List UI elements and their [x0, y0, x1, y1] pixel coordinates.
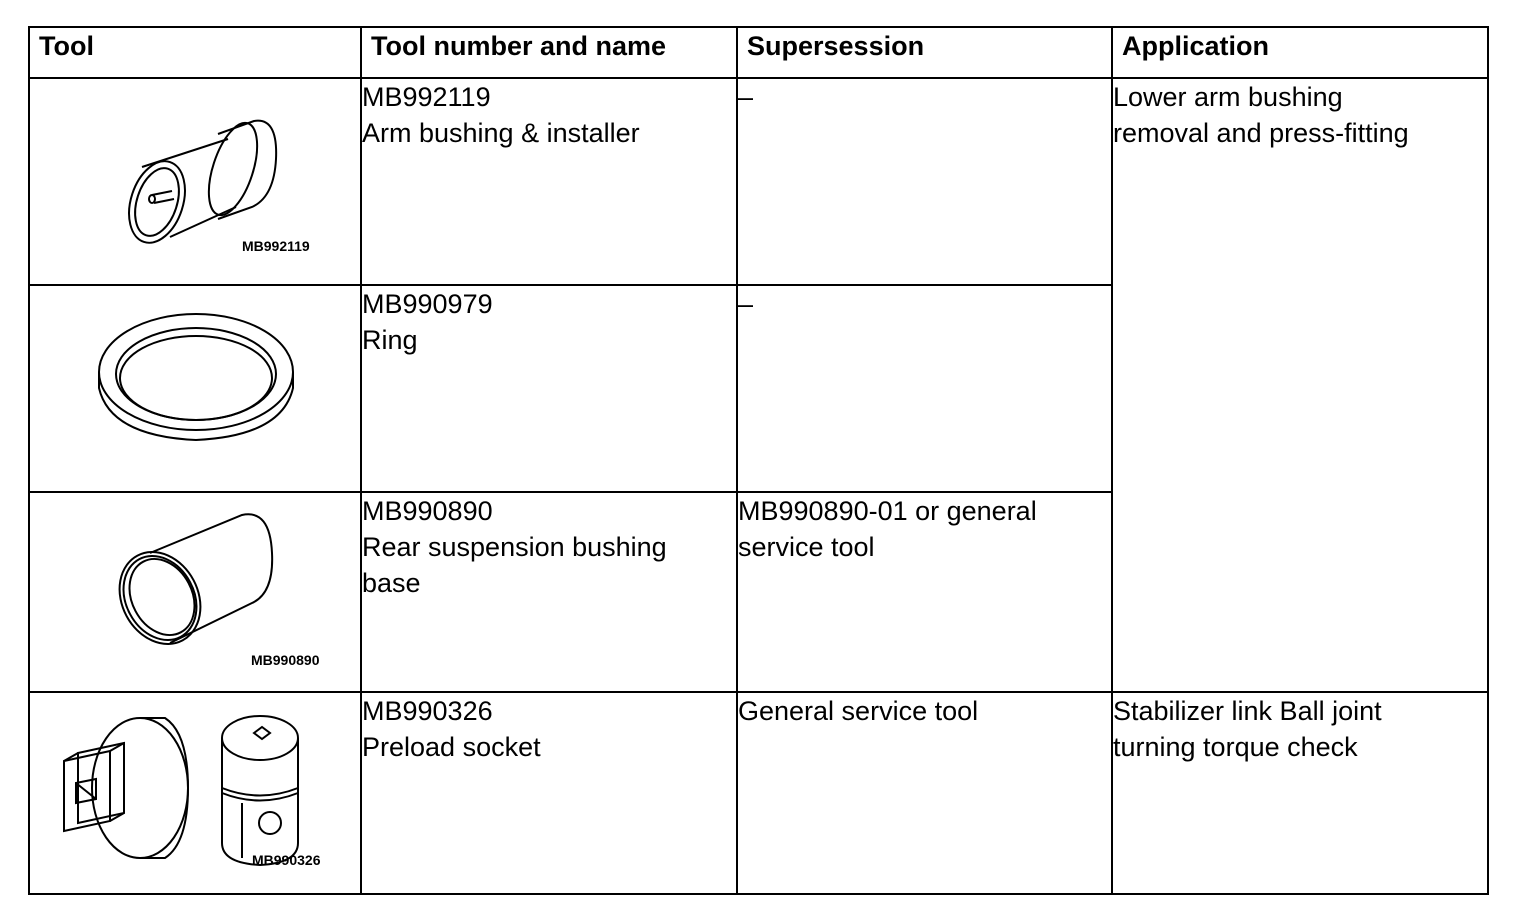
rear-suspension-bushing-base-illustration: [30, 493, 360, 691]
application-cell: [1112, 78, 1488, 692]
tool-number-and-name-cell: [361, 78, 737, 285]
table-row: [29, 78, 1488, 285]
preload-socket-illustration: [30, 693, 360, 893]
application-line: removal and press-fitting: [1113, 118, 1409, 148]
application-line: Lower arm bushing: [1113, 82, 1343, 112]
tool-number: MB990890: [362, 496, 493, 526]
supersession-cell: [737, 78, 1112, 285]
supersession-line: MB990890-01 or general: [738, 496, 1037, 526]
application-line: turning torque check: [1113, 732, 1358, 762]
tool-image-label: MB992119: [242, 238, 310, 254]
tool-number-and-name-cell: [361, 285, 737, 492]
tool-image-cell: [29, 78, 361, 285]
tool-name: Preload socket: [362, 732, 541, 762]
tool-name-line: base: [362, 568, 421, 598]
arm-bushing-installer-illustration: [30, 79, 360, 284]
table-row: [29, 692, 1488, 894]
supersession-value: General service tool: [738, 696, 979, 726]
tool-name-line: Rear suspension bushing: [362, 532, 667, 562]
tool-image-cell: [29, 492, 361, 692]
table-header-row: [29, 27, 1488, 78]
supersession-line: service tool: [738, 532, 875, 562]
tool-number: MB990326: [362, 696, 493, 726]
tool-image-cell: [29, 692, 361, 894]
special-tools-table: [28, 26, 1489, 895]
supersession-cell: [737, 692, 1112, 894]
application-cell: [1112, 692, 1488, 894]
supersession-value: –: [738, 82, 754, 112]
header-tool: Tool: [29, 27, 361, 78]
tool-name: Ring: [362, 325, 418, 355]
tool-image-cell: [29, 285, 361, 492]
application-line: Stabilizer link Ball joint: [1113, 696, 1382, 726]
tool-number: MB990979: [362, 289, 493, 319]
supersession-value: –: [738, 289, 754, 319]
tool-number-and-name-cell: [361, 492, 737, 692]
header-tool-number-and-name: Tool number and name: [361, 27, 737, 78]
tool-number: MB992119: [362, 82, 491, 112]
ring-illustration: [30, 286, 360, 491]
tool-number-and-name-cell: [361, 692, 737, 894]
header-application: Application: [1112, 27, 1488, 78]
header-supersession: Supersession: [737, 27, 1112, 78]
supersession-cell: [737, 492, 1112, 692]
tool-image-label: MB990326: [252, 852, 321, 868]
tool-image-label: MB990890: [251, 652, 320, 668]
tool-name: Arm bushing & installer: [362, 118, 640, 148]
supersession-cell: [737, 285, 1112, 492]
